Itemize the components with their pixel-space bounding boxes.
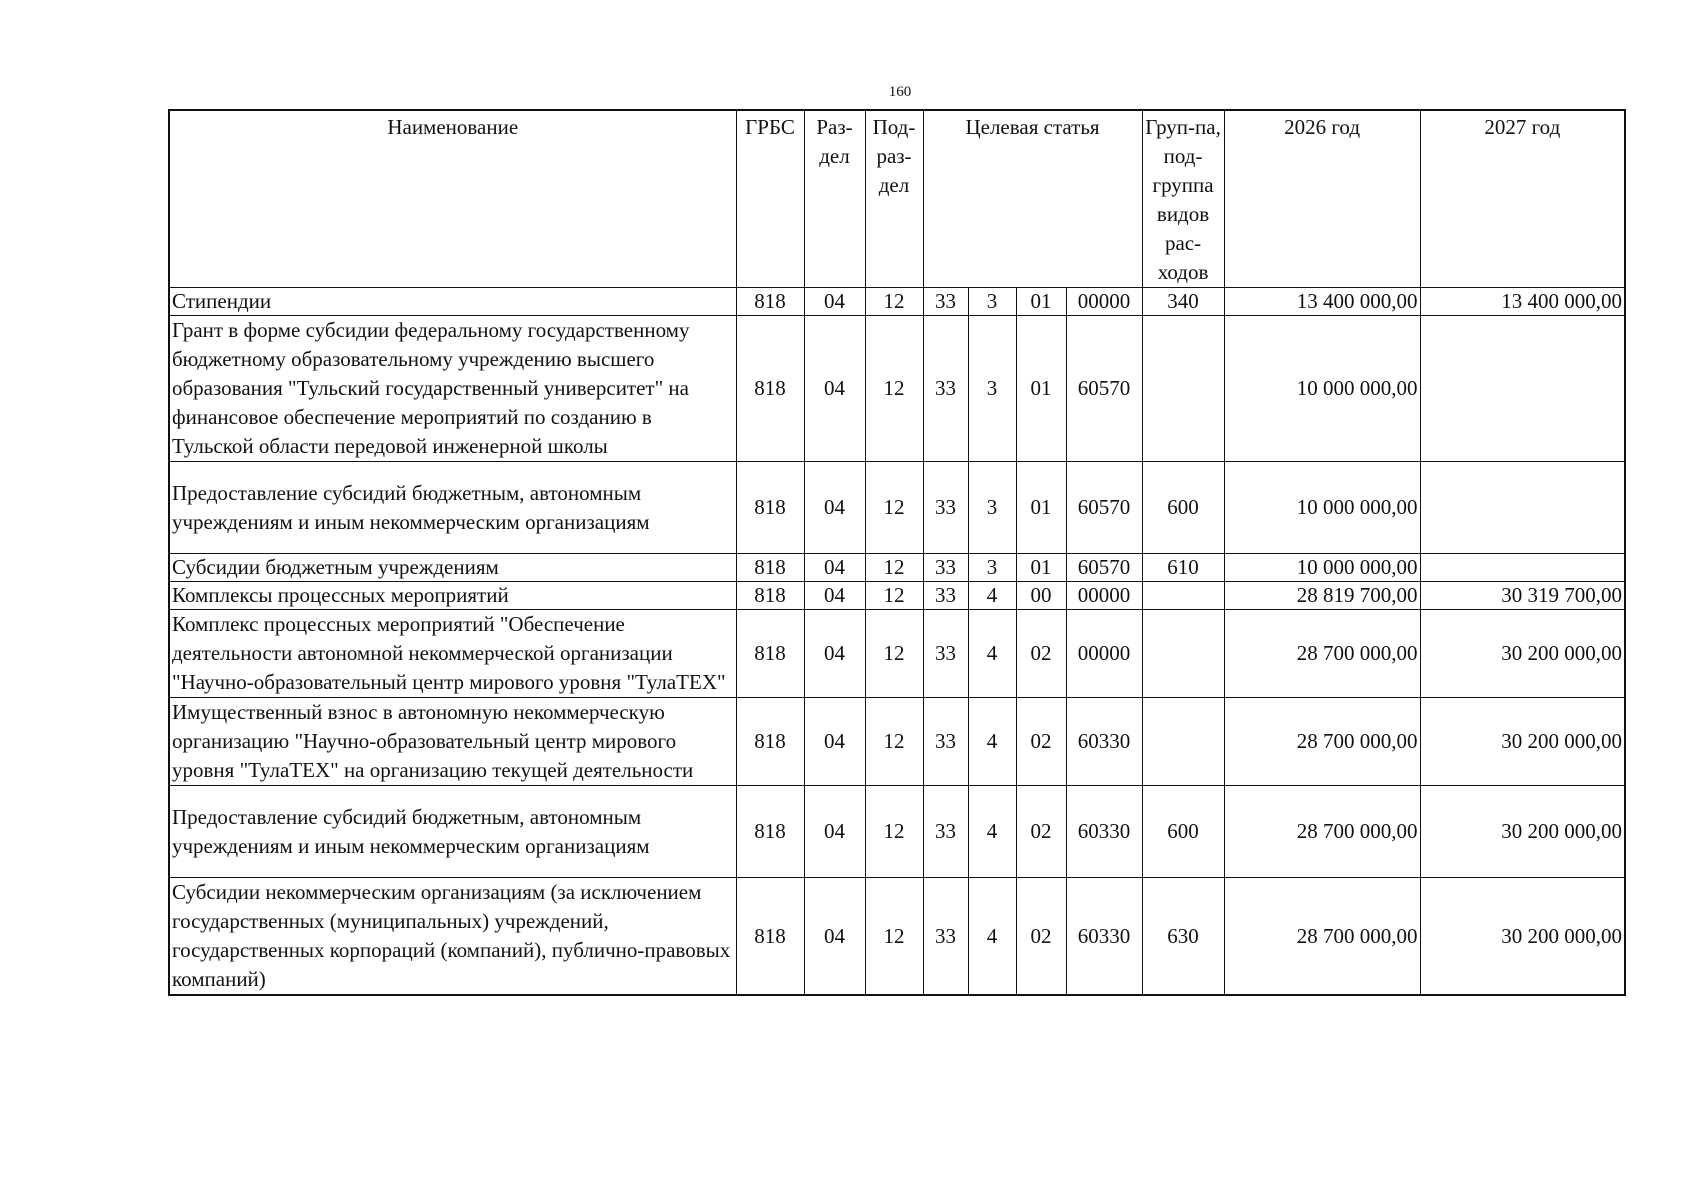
row-podrazdel: 12 bbox=[865, 288, 923, 316]
row-name: Грант в форме субсидии федеральному государственному бюджетному образовательному учреждению высшего образования "Тульский государственный университет" на финансовое обеспечение мероприятий по созданию в Тульской области передовой инженерной школы bbox=[169, 316, 736, 462]
page-number: 160 bbox=[888, 84, 912, 100]
row-target-2: 3 bbox=[968, 316, 1016, 462]
row-grbs: 818 bbox=[736, 698, 804, 786]
row-grbs: 818 bbox=[736, 554, 804, 582]
table-row bbox=[169, 582, 1625, 610]
row-target-4: 60330 bbox=[1066, 878, 1142, 996]
row-amount-2026: 28 819 700,00 bbox=[1224, 582, 1420, 610]
row-target-3: 01 bbox=[1016, 316, 1066, 462]
row-podrazdel: 12 bbox=[865, 786, 923, 878]
table-row bbox=[169, 878, 1625, 996]
header-podrazdel: Под-раз-дел bbox=[865, 110, 923, 288]
row-target-3: 02 bbox=[1016, 698, 1066, 786]
table-row bbox=[169, 698, 1625, 786]
table-row bbox=[169, 462, 1625, 554]
row-target-4: 00000 bbox=[1066, 610, 1142, 698]
table-row bbox=[169, 786, 1625, 878]
row-amount-2026: 10 000 000,00 bbox=[1224, 554, 1420, 582]
row-name: Имущественный взнос в автономную некоммерческую организацию "Научно-образовательный центр мирового уровня "ТулаТЕХ" на организацию текущей деятельности bbox=[169, 698, 736, 786]
row-target-2: 3 bbox=[968, 462, 1016, 554]
row-target-4: 60330 bbox=[1066, 786, 1142, 878]
row-razdel: 04 bbox=[804, 462, 865, 554]
row-name: Предоставление субсидий бюджетным, автономным учреждениям и иным некоммерческим организациям bbox=[169, 786, 736, 878]
row-podrazdel: 12 bbox=[865, 610, 923, 698]
row-amount-2027 bbox=[1420, 554, 1625, 582]
row-target-4: 60570 bbox=[1066, 316, 1142, 462]
row-target-4: 00000 bbox=[1066, 288, 1142, 316]
row-target-2: 4 bbox=[968, 878, 1016, 996]
row-amount-2026: 10 000 000,00 bbox=[1224, 316, 1420, 462]
row-name: Субсидии бюджетным учреждениям bbox=[169, 554, 736, 582]
row-target-1: 33 bbox=[923, 610, 968, 698]
row-target-4: 60570 bbox=[1066, 554, 1142, 582]
row-target-2: 4 bbox=[968, 698, 1016, 786]
row-expense-group bbox=[1142, 610, 1224, 698]
row-razdel: 04 bbox=[804, 786, 865, 878]
table-row bbox=[169, 610, 1625, 698]
row-grbs: 818 bbox=[736, 878, 804, 996]
row-target-4: 60330 bbox=[1066, 698, 1142, 786]
row-target-3: 02 bbox=[1016, 786, 1066, 878]
row-target-1: 33 bbox=[923, 288, 968, 316]
row-target-1: 33 bbox=[923, 582, 968, 610]
row-target-1: 33 bbox=[923, 316, 968, 462]
row-amount-2027 bbox=[1420, 316, 1625, 462]
row-amount-2027: 13 400 000,00 bbox=[1420, 288, 1625, 316]
header-year-2027: 2027 год bbox=[1420, 110, 1625, 288]
row-grbs: 818 bbox=[736, 582, 804, 610]
row-expense-group: 600 bbox=[1142, 786, 1224, 878]
row-target-1: 33 bbox=[923, 878, 968, 996]
row-name: Комплексы процессных мероприятий bbox=[169, 582, 736, 610]
row-name: Комплекс процессных мероприятий "Обеспечение деятельности автономной некоммерческой организации "Научно-образовательный центр мирового уровня "ТулаТЕХ" bbox=[169, 610, 736, 698]
row-razdel: 04 bbox=[804, 610, 865, 698]
row-amount-2027: 30 319 700,00 bbox=[1420, 582, 1625, 610]
row-expense-group bbox=[1142, 316, 1224, 462]
row-target-3: 02 bbox=[1016, 878, 1066, 996]
row-name: Стипендии bbox=[169, 288, 736, 316]
row-amount-2026: 28 700 000,00 bbox=[1224, 698, 1420, 786]
row-podrazdel: 12 bbox=[865, 462, 923, 554]
row-podrazdel: 12 bbox=[865, 316, 923, 462]
row-podrazdel: 12 bbox=[865, 878, 923, 996]
row-amount-2026: 28 700 000,00 bbox=[1224, 878, 1420, 996]
row-razdel: 04 bbox=[804, 554, 865, 582]
row-grbs: 818 bbox=[736, 786, 804, 878]
row-name: Субсидии некоммерческим организациям (за исключением государственных (муниципальных) учреждений, государственных корпораций (компаний), публично-правовых компаний) bbox=[169, 878, 736, 996]
row-amount-2026: 28 700 000,00 bbox=[1224, 610, 1420, 698]
row-target-2: 3 bbox=[968, 288, 1016, 316]
row-grbs: 818 bbox=[736, 288, 804, 316]
table-row bbox=[169, 288, 1625, 316]
header-target-article: Целевая статья bbox=[923, 110, 1142, 288]
row-expense-group: 630 bbox=[1142, 878, 1224, 996]
row-expense-group bbox=[1142, 698, 1224, 786]
row-target-1: 33 bbox=[923, 462, 968, 554]
row-razdel: 04 bbox=[804, 698, 865, 786]
row-expense-group: 340 bbox=[1142, 288, 1224, 316]
row-grbs: 818 bbox=[736, 316, 804, 462]
row-target-1: 33 bbox=[923, 554, 968, 582]
row-razdel: 04 bbox=[804, 316, 865, 462]
row-amount-2026: 13 400 000,00 bbox=[1224, 288, 1420, 316]
row-podrazdel: 12 bbox=[865, 554, 923, 582]
header-razdel: Раз-дел bbox=[804, 110, 865, 288]
row-grbs: 818 bbox=[736, 610, 804, 698]
row-amount-2027: 30 200 000,00 bbox=[1420, 698, 1625, 786]
row-target-3: 01 bbox=[1016, 462, 1066, 554]
row-podrazdel: 12 bbox=[865, 582, 923, 610]
header-year-2026: 2026 год bbox=[1224, 110, 1420, 288]
row-expense-group bbox=[1142, 582, 1224, 610]
row-amount-2027 bbox=[1420, 462, 1625, 554]
table-row bbox=[169, 316, 1625, 462]
row-target-4: 00000 bbox=[1066, 582, 1142, 610]
header-grbs: ГРБС bbox=[736, 110, 804, 288]
row-name: Предоставление субсидий бюджетным, автономным учреждениям и иным некоммерческим организациям bbox=[169, 462, 736, 554]
row-target-1: 33 bbox=[923, 698, 968, 786]
row-target-3: 00 bbox=[1016, 582, 1066, 610]
row-expense-group: 610 bbox=[1142, 554, 1224, 582]
row-podrazdel: 12 bbox=[865, 698, 923, 786]
row-razdel: 04 bbox=[804, 582, 865, 610]
row-amount-2026: 28 700 000,00 bbox=[1224, 786, 1420, 878]
row-target-2: 4 bbox=[968, 786, 1016, 878]
table-header-row bbox=[169, 110, 1625, 288]
row-razdel: 04 bbox=[804, 288, 865, 316]
row-amount-2027: 30 200 000,00 bbox=[1420, 610, 1625, 698]
row-amount-2027: 30 200 000,00 bbox=[1420, 786, 1625, 878]
header-name: Наименование bbox=[169, 110, 736, 288]
budget-table bbox=[168, 109, 1626, 996]
row-target-2: 4 bbox=[968, 610, 1016, 698]
row-target-3: 02 bbox=[1016, 610, 1066, 698]
header-expense-group: Груп-па, под-группа видов рас-ходов bbox=[1142, 110, 1224, 288]
row-amount-2027: 30 200 000,00 bbox=[1420, 878, 1625, 996]
row-grbs: 818 bbox=[736, 462, 804, 554]
row-target-4: 60570 bbox=[1066, 462, 1142, 554]
row-target-1: 33 bbox=[923, 786, 968, 878]
row-target-3: 01 bbox=[1016, 288, 1066, 316]
table-row bbox=[169, 554, 1625, 582]
row-target-3: 01 bbox=[1016, 554, 1066, 582]
row-amount-2026: 10 000 000,00 bbox=[1224, 462, 1420, 554]
row-razdel: 04 bbox=[804, 878, 865, 996]
row-expense-group: 600 bbox=[1142, 462, 1224, 554]
row-target-2: 4 bbox=[968, 582, 1016, 610]
row-target-2: 3 bbox=[968, 554, 1016, 582]
